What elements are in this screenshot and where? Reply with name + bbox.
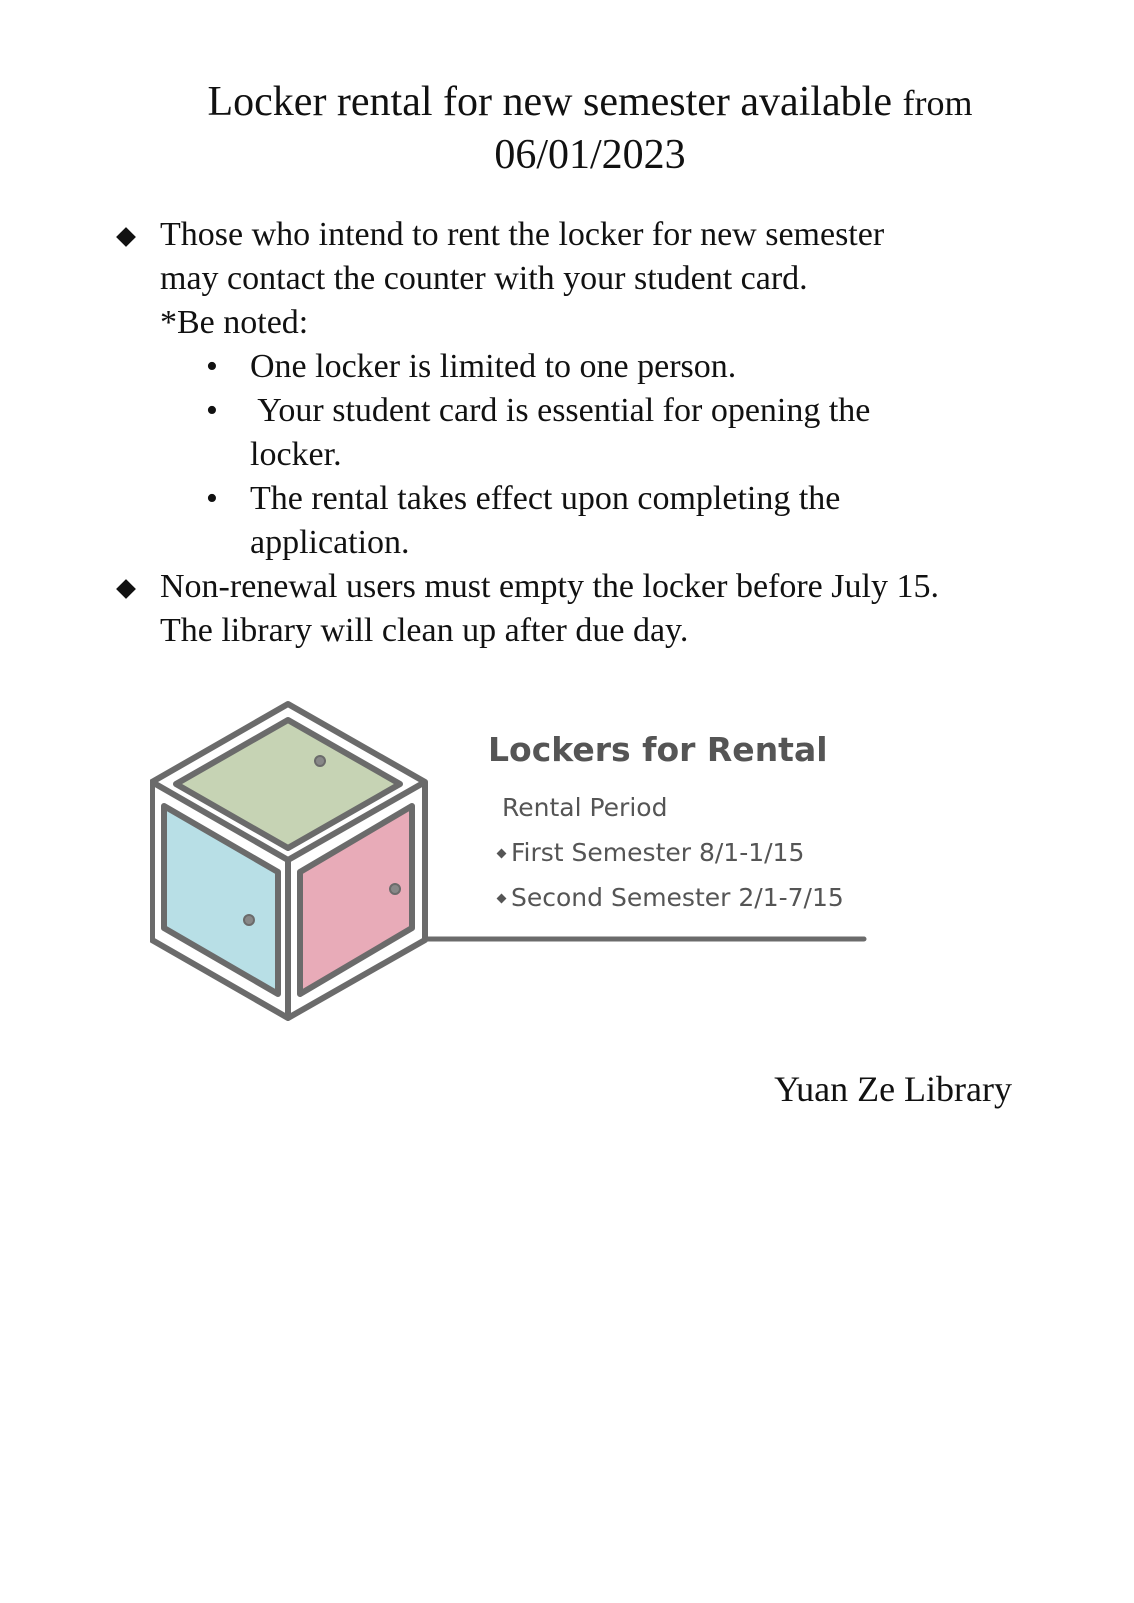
title-main: Locker rental for new semester available bbox=[207, 79, 892, 125]
period-item-first bbox=[498, 838, 804, 867]
round-bullet-icon: • bbox=[206, 392, 218, 429]
rental-period-label: Rental Period bbox=[502, 793, 668, 822]
note-line: One locker is limited to one person. bbox=[250, 348, 737, 385]
notice-line: The library will clean up after due day. bbox=[160, 612, 689, 649]
infographic-title: Lockers for Rental bbox=[488, 730, 828, 769]
round-bullet-icon: • bbox=[206, 480, 218, 517]
locker-infographic bbox=[150, 700, 880, 1030]
diamond-bullet-icon bbox=[116, 579, 136, 599]
notice-title bbox=[100, 76, 1080, 181]
period-item-second bbox=[498, 883, 844, 912]
note-line: The rental takes effect upon completing the bbox=[250, 480, 841, 517]
notice-line: may contact the counter with your student card. bbox=[160, 260, 808, 297]
notice-item-rent bbox=[115, 213, 1075, 565]
notice-list bbox=[115, 213, 1075, 653]
note-sub-item bbox=[160, 389, 1075, 477]
notice-line: Those who intend to rent the locker for new semester bbox=[160, 216, 885, 253]
note-sub-item bbox=[160, 345, 1075, 389]
note-line: locker. bbox=[250, 436, 342, 473]
round-bullet-icon: • bbox=[206, 348, 218, 385]
note-line: Your student card is essential for opening the bbox=[250, 392, 871, 429]
signature: Yuan Ze Library bbox=[774, 1069, 1012, 1109]
title-date: 06/01/2023 bbox=[494, 132, 686, 178]
note-sub-item bbox=[160, 477, 1075, 565]
knob-top bbox=[315, 756, 325, 766]
period-text: First Semester 8/1-1/15 bbox=[511, 838, 805, 867]
notice-line: Non-renewal users must empty the locker before July 15. bbox=[160, 568, 939, 605]
knob-right bbox=[390, 884, 400, 894]
knob-left bbox=[244, 915, 254, 925]
period-text: Second Semester 2/1-7/15 bbox=[511, 883, 844, 912]
small-diamond-icon bbox=[497, 894, 507, 904]
note-sub-list bbox=[160, 345, 1075, 565]
note-line: application. bbox=[250, 524, 410, 561]
notice-item-nonrenewal bbox=[115, 565, 1075, 653]
note-label: *Be noted: bbox=[160, 304, 309, 341]
small-diamond-icon bbox=[497, 849, 507, 859]
diamond-bullet-icon bbox=[116, 227, 136, 247]
title-from: from bbox=[902, 83, 973, 123]
